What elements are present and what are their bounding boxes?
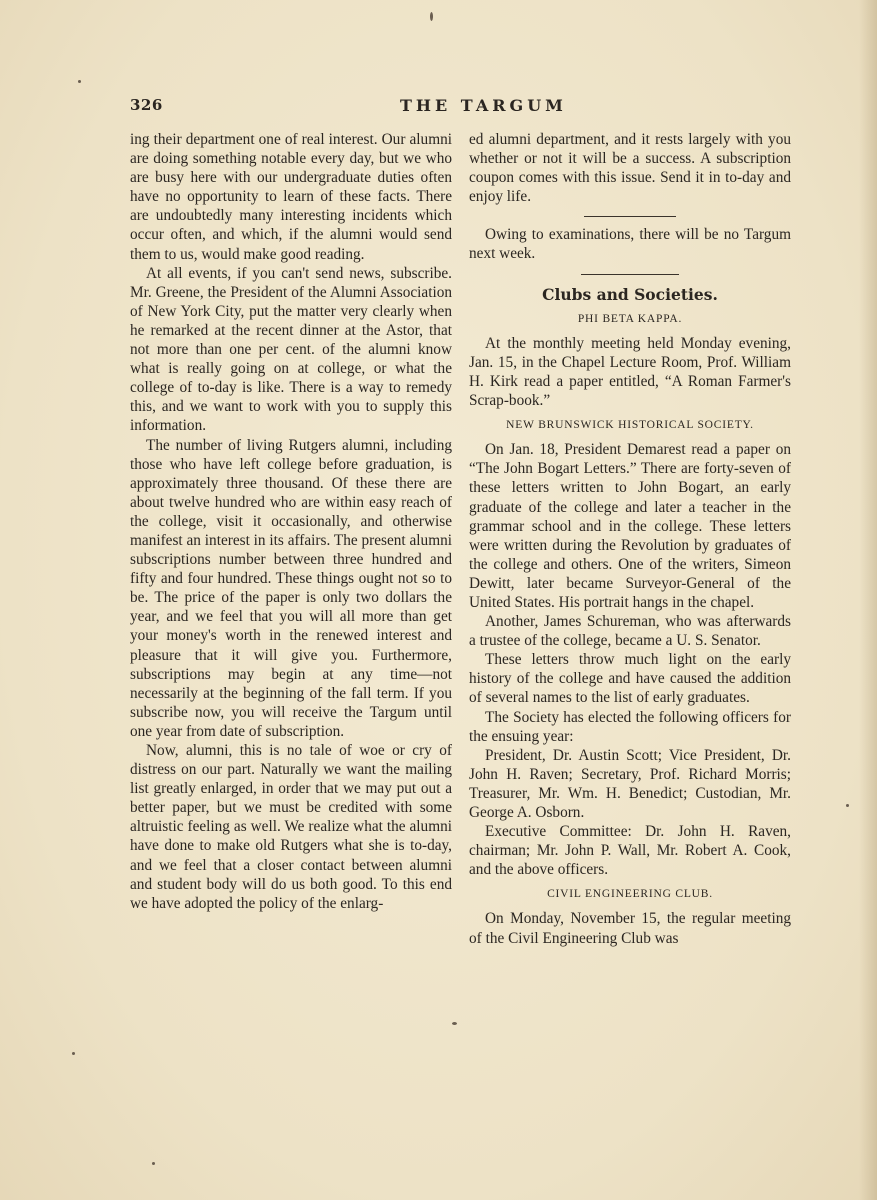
pbk-paragraph: At the monthly meeting held Monday evening, Jan. 15, in the Chapel Lecture Room, Prof. William H. Kirk read a paper entitled, “A Roman Farmer's Scrap-book.” (469, 334, 791, 410)
left-paragraph-3: The number of living Rutgers alumni, including those who have left college before graduation, is approximately three thousand. Of these there are about twelve hundred who are within easy reach of the college, visit it occasionally, and otherwise manifest an interest in its affairs. The present alumni subscriptions number between three hundred and fifty and four hundred. These things ought not so to be. The price of the paper is only two dollars the year, and we feel that you will all more than get your money's worth in the renewed interest and pleasure that it will give you. Furthermore, subscriptions may begin at any time—not necessarily at the beginning of the fall term. If you subscribe now, you will receive the Targum until one year from date of subscription. (130, 436, 452, 740)
nbhs-paragraph-4: The Society has elected the following officers for the ensuing year: (469, 708, 791, 745)
nbhs-heading: NEW BRUNSWICK HISTORICAL SOCIETY. (506, 419, 754, 432)
paper-speck (72, 1052, 75, 1055)
divider-rule (581, 274, 679, 275)
left-column (130, 130, 452, 913)
paper-speck (452, 1022, 457, 1025)
page-edge-shadow (859, 0, 877, 1200)
nbhs-paragraph-6: Executive Committee: Dr. John H. Raven, chairman; Mr. John P. Wall, Mr. Robert A. Cook, and the above officers. (469, 823, 791, 879)
paper-speck (846, 804, 849, 807)
notice-paragraph: Owing to examinations, there will be no Targum next week. (469, 226, 791, 263)
paper-speck (78, 80, 81, 83)
left-paragraph-1: ing their department one of real interest. Our alumni are doing something notable every day, but we who are busy here with our undergraduate duties often have no opportunity to learn of these facts. There are undoubtedly many interesting incidents which occur often, and which, if the alumni would send them to us, would make good reading. (130, 131, 452, 263)
paper-speck (152, 1162, 155, 1165)
paper-speck (430, 12, 433, 21)
nbhs-paragraph-5: President, Dr. Austin Scott; Vice President, Dr. John H. Raven; Secretary, Prof. Richard Morris; Treasurer, Mr. Wm. H. Benedict; Custodian, Mr. George A. Osborn. (469, 746, 791, 821)
nbhs-paragraph-2: Another, James Schureman, who was afterwards a trustee of the college, became a U. S. Senator. (469, 613, 791, 650)
nbhs-paragraph-1: On Jan. 18, President Demarest read a paper on “The John Bogart Letters.” There are forty-seven of these letters written to John Bogart, an early graduate of the college and later a teacher in the grammar school and in the college. These letters were written during the Revolution by graduates of the college and others. One of the writers, Simeon Dewitt, later became Surveyor-General of the United States. His portrait hangs in the chapel. (469, 441, 791, 611)
cec-paragraph: On Monday, November 15, the regular meeting of the Civil Engineering Club was (469, 910, 791, 947)
page-number: 326 (130, 96, 163, 114)
left-paragraph-2: At all events, if you can't send news, subscribe. Mr. Greene, the President of the Alumni Association of New York City, put the matter very clearly when he remarked at the recent dinner at the Astor, that not more than one per cent. of the alumni know what is really going on at college, or what the college of to-day is like. There is a way to remedy this, and we want to work with you to supply this information. (130, 264, 452, 435)
continuation-paragraph: ed alumni department, and it rests largely with you whether or not it will be a success. A subscription coupon comes with this issue. Send it in to-day and enjoy life. (469, 131, 791, 206)
pbk-heading: PHI BETA KAPPA. (577, 312, 683, 325)
left-paragraph-4: Now, alumni, this is no tale of woe or cry of distress on our part. Naturally we want the mailing list greatly enlarged, in order that we may put out a better paper, but we must be credited with some altruistic feeling as well. We realize what the alumni have done to make old Rutgers what she is to-day, and we feel that a closer contact between alumni and student body will do us both good. To this end we have adopted the policy of the enlarg- (130, 742, 452, 912)
right-column (469, 130, 791, 948)
section-title: Clubs and Societies. (542, 284, 718, 304)
running-title: THE TARGUM (400, 96, 567, 115)
page-header (0, 96, 877, 120)
nbhs-paragraph-3: These letters throw much light on the early history of the college and have caused the addition of several names to the list of early graduates. (469, 651, 791, 707)
divider-rule (584, 216, 676, 217)
cec-heading: CIVIL ENGINEERING CLUB. (547, 888, 713, 901)
